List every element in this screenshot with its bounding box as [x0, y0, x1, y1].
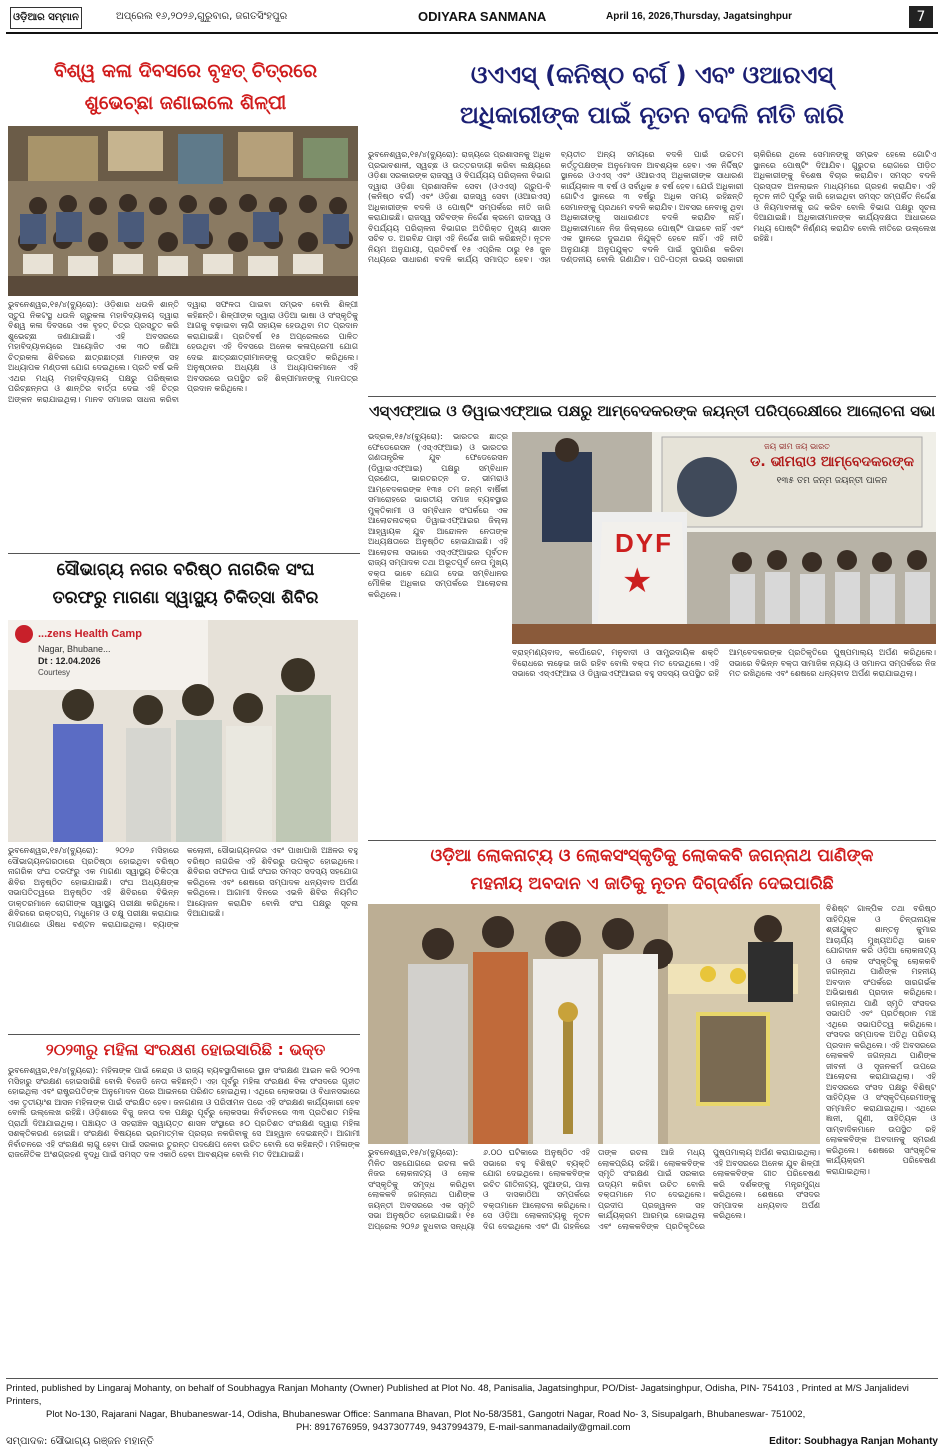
editor-line — [6, 1436, 938, 1450]
folk-body-side: ବିଶିଷ୍ଟ ଗାଳ୍ପିକ ତଥା ବରିଷ୍ଠ ସାହିତ୍ୟିକ ଓ ଚିନ୍ତାନାୟକ ଶ୍ରୀଯୁକ୍ତ ଶାନ୍ତନୁ କୁମାର ଆଚାର୍ଯ୍ୟ ମୁଖ୍ୟଅତିଥି ଭାବେ ଯୋଗଦାନ କରି ଓଡ଼ିଆ ଲୋକନାଟ୍ୟ ଓ ଲୋକ ସଂସ୍କୃତିକୁ ଲୋକକବି ଜଗନ୍ନାଥ ପାଣିଙ୍କ ମହନୀୟ ଅବଦାନ ସଂପର୍କରେ ସାରଗର୍ଭକ ଅଭିଭାଷଣ ପ୍ରଦାନ କରିଥିଲେ। ଜଗନ୍ନାଥ ପାଣି ସ୍ମୃତି ସଂସଦର ସଭାପତି ଏବଂ ପ୍ରତିଷ୍ଠାନ ମଞ୍ଚ ଏଥିରେ ସଭାପତିତ୍ୱ କରିଥିଲେ। ସଂସଦର ସମ୍ପାଦକ ଅତିଥି ପରିଚୟ ପ୍ରଦାନ କରିଥିଲେ। ଏହି ଅବସରରେ ଲୋକକବି ଜଗନ୍ନାଥ ପାଣିଙ୍କ ଜୀବନୀ ଓ ସୃଜନକର୍ମ ଉପରେ ଆଲୋଚନା କରାଯାଇଥିଲା। ଏହି ଅବସରରେ ସଂସଦ ପକ୍ଷରୁ ବିଶିଷ୍ଟ ସାହିତ୍ୟିକ ଓ ସଂସ୍କୃତିପ୍ରେମୀଙ୍କୁ ସମ୍ମାନିତ କରାଯାଇଥିଲା। ଏଥିରେ ଜ୍ଞାନୀ, ଗୁଣୀ, ସାହିତ୍ୟିକ ଓ ସାମ୍ବାଦିକମାନେ ଉପସ୍ଥିତ ରହି ଲୋକକବିଙ୍କ ଅବଦାନକୁ ସ୍ମରଣ କରିଥିଲେ। ଶେଷରେ ସାଂସ୍କୃତିକ କାର୍ଯ୍ୟକ୍ରମ ପରିବେଷଣ କରାଯାଇଥିଲା। — [826, 904, 936, 1176]
health-camp-photo — [8, 620, 358, 842]
art-day-headline-1: ବିଶ୍ୱ କଳା ଦିବସରେ ବୃହତ୍ ଚିତ୍ରରେ — [53, 60, 318, 82]
editor-odia: ସମ୍ପାଦକ: ସୌଭାଗ୍ୟ ରଞ୍ଜନ ମହାନ୍ତି — [6, 1436, 154, 1447]
divider — [368, 396, 936, 397]
masthead-logo: ଓଡ଼ିଆର ସମ୍ମାନ — [10, 7, 82, 29]
oas-headline-1: ଓଏଏସ୍ (କନିଷ୍ଠ ବର୍ଗ ) ଏବଂ ଓଆରଏସ୍ — [470, 61, 834, 89]
divider — [8, 553, 360, 554]
health-camp-headline-1: ସୌଭାଗ୍ୟ ନଗର ବରିଷ୍ଠ ନାଗରିକ ସଂଘ — [56, 560, 315, 580]
health-camp-banner-sub: Nagar, Bhubane... — [38, 644, 111, 654]
oas-headline-2: ଅଧିକାରୀଙ୍କ ପାଇଁ ନୂତନ ବଦଳି ନୀତି ଜାରି — [459, 101, 845, 129]
folk-body-bottom: ଭୁବନେଶ୍ୱର,୧୫/୪(ବ୍ୟୁରୋ): ମିଳିତ ସହଯୋଗରେ ରଚନା କରି ନିଜର ଲୋକନାଟ୍ୟ ଓ ଲୋକ ସଂସ୍କୃତିକୁ ସମୃଦ୍ଧ କରିଥିବା ଲୋକକବି ଜଗନ୍ନାଥ ପାଣିଙ୍କ ଜୟନ୍ତୀ ଅବସରରେ ଏକ ସ୍ମୃତି ସଭା ଅନୁଷ୍ଠିତ ହୋଇଯାଇଛି। ୧୫ ଅପ୍ରେଲ ୨୦୨୬ ବୁଧବାର ସନ୍ଧ୍ୟା ୬.୦୦ ଘଟିକାରେ ଅନୁଷ୍ଠିତ ଏହି ସଭାରେ ବହୁ ବିଶିଷ୍ଟ ବ୍ୟକ୍ତି ଯୋଗ ଦେଇଥିଲେ। ଲୋକକବିଙ୍କ ରଚିତ ଗୀତିନାଟ୍ୟ, ସୁଆଙ୍ଗ, ପାଲା ଓ ଦାସକାଠିଆ ସମ୍ପର୍କରେ ବକ୍ତାମାନେ ଆଲୋଚନା କରିଥିଲେ। ସେ ଓଡ଼ିଆ ଲୋକନାଟ୍ୟକୁ ନୂତନ ଦିଗ ଦେଇଥିଲେ ଏବଂ ଗାଁ ଗହଳିରେ ତାଙ୍କ ରଚନା ଆଜି ମଧ୍ୟ ଲୋକପ୍ରିୟ ରହିଛି। ଲୋକକବିଙ୍କ ସ୍ମୃତି ସଂରକ୍ଷଣ ପାଇଁ ସରକାର ଉଦ୍ୟମ କରିବା ଉଚିତ ବୋଲି ବକ୍ତାମାନେ ମତ ଦେଇଥିଲେ। ପ୍ରଦୀପ ପ୍ରଜ୍ୱଳନ ସହ କାର୍ଯ୍ୟକ୍ରମ ଆରମ୍ଭ ହୋଇଥିଲା ଏବଂ ଲୋକକବିଙ୍କ ପ୍ରତିକୃତିରେ ପୁଷ୍ପମାଲ୍ୟ ଅର୍ପଣ କରାଯାଇଥିଲା। ଏହି ଅବସରରେ ଅନେକ ଯୁବ ଶିଳ୍ପୀ ଲୋକକବିଙ୍କ ଗୀତ ପରିବେଷଣ କରି ଦର୍ଶକଙ୍କୁ ମନ୍ତ୍ରମୁଗ୍ଧ କରିଥିଲେ। ଶେଷରେ ସଂସଦର ସମ୍ପାଦକ ଧନ୍ୟବାଦ ଅର୍ପଣ କରିଥିଲେ। — [368, 1148, 820, 1231]
sfi-banner-line-1: ଜୟ ଭୀମ ଜୟ ଭାରତ — [764, 442, 830, 451]
divider — [8, 1034, 360, 1035]
sfi-headline: ଏସ୍ଏଫ୍ଆଇ ଓ ଡିୱାଇଏଫ୍ଆଇ ପକ୍ଷରୁ ଆମ୍ବେଦକରଙ୍କ ଜୟନ୍ତୀ ପରିପ୍ରେକ୍ଷୀରେ ଆଲୋଚନା ସଭା — [368, 402, 936, 420]
women-reservation-headline: ୨୦୨୩ରୁ ମହିଳା ସଂରକ୍ଷଣ ହୋଇସାରିଛି : ଭକ୍ତ — [45, 1040, 326, 1059]
dyfi-star-icon: ★ — [622, 561, 653, 601]
footer-divider — [6, 1378, 938, 1379]
header-date-english: April 16, 2026,Thursday, Jagatsinghpur — [606, 11, 792, 22]
page-number: 7 — [909, 6, 933, 28]
art-day-photo — [8, 126, 358, 296]
health-camp-banner-date: Dt : 12.04.2026 — [38, 656, 101, 666]
women-reservation-body: ଭୁବନେଶ୍ୱର,୧୫/୪(ବ୍ୟୁରୋ): ମହିଳାଙ୍କ ପାଇଁ କେନ୍ଦ୍ର ଓ ରାଜ୍ୟ ବ୍ୟବସ୍ଥାପିକାରେ ସ୍ଥାନ ସଂରକ୍ଷଣ ଆଇନ କରି ୨୦୨୩ ମସିହାରୁ ସଂରକ୍ଷଣ ହୋଇସାରିଛି ବୋଲି ବିଜେଡି ନେତା କହିଛନ୍ତି। ଏହା ପୂର୍ବରୁ ମହିଳା ସଂରକ୍ଷଣ ବିଲ ସଂସଦରେ ଗୃହୀତ ହୋଇଥିଲା ଏବଂ ରାଷ୍ଟ୍ରପତିଙ୍କ ଅନୁମୋଦନ ପରେ ଆଇନରେ ପରିଣତ ହୋଇଥିଲା। ଏଥିରେ ଲୋକସଭା ଓ ବିଧାନସଭାରେ ଏକ ତୃତୀୟାଂଶ ଆସନ ମହିଳାଙ୍କ ପାଇଁ ସଂରକ୍ଷିତ ହେବ। ଜନଗଣନା ଓ ପରିସୀମନ ପରେ ଏହି ସଂରକ୍ଷଣ କାର୍ଯ୍ୟକାରୀ ହେବ ବୋଲି ଉଲ୍ଲେଖ ରହିଛି। ଓଡ଼ିଶାରେ ବିଜୁ ଜନତା ଦଳ ପକ୍ଷରୁ ପୂର୍ବରୁ ଲୋକସଭା ନିର୍ବାଚନରେ ୩୩ ପ୍ରତିଶତ ମହିଳା ପ୍ରାର୍ଥୀ ଦିଆଯାଇଥିଲା। ପଞ୍ଚାୟତ ଓ ସହରାଞ୍ଚଳ ସ୍ୱାୟତ୍ତ ଶାସନ ସଂସ୍ଥାରେ ୫୦ ପ୍ରତିଶତ ସଂରକ୍ଷଣ ଦ୍ୱାରା ମହିଳା ସଶକ୍ତିକରଣ ହୋଇଛି। ସଂରକ୍ଷଣ ବିଷୟରେ ଭ୍ରମାତ୍ମକ ପ୍ରଚାର ନକରିବାକୁ ସେ ଆହ୍ୱାନ ଦେଇଛନ୍ତି। ଆଗାମୀ ନିର୍ବାଚନରେ ଏହି ସଂରକ୍ଷଣ ଲାଗୁ ହେବା ପାଇଁ ସରକାର ତୁରନ୍ତ ପଦକ୍ଷେପ ନେବା ଉଚିତ ବୋଲି ସେ କହିଛନ୍ତି। ମହିଳାଙ୍କ ରାଜନୈତିକ ଅଂଶଗ୍ରହଣ ବୃଦ୍ଧି ପାଇଁ ସମସ୍ତ ଦଳ ଏକାଠି ହେବା ଆବଶ୍ୟକ ବୋଲି ମତ ଦିଆଯାଇଛି। — [8, 1066, 360, 1159]
health-camp-body: ଭୁବନେଶ୍ୱର,୧୫/୪(ବ୍ୟୁରୋ): ୨୦୨୬ ମସିହାରେ ସୌଭାଗ୍ୟନଗରଠାରେ ପ୍ରତିଷ୍ଠା ହୋଇଥିବା ବରିଷ୍ଠ ନାଗରିକ ସଂଘ ତରଫରୁ ଏକ ମାଗଣା ସ୍ୱାସ୍ଥ୍ୟ ଚିକିତ୍ସା ଶିବିର ଅନୁଷ୍ଠିତ ହୋଇଯାଇଛି। ସଂଘ ଅଧ୍ୟକ୍ଷଙ୍କ ସଭାପତିତ୍ୱରେ ଅନୁଷ୍ଠିତ ଏହି ଶିବିରରେ ବିଭିନ୍ନ ଡାକ୍ତରମାନେ ରୋଗୀଙ୍କ ସ୍ୱାସ୍ଥ୍ୟ ପରୀକ୍ଷା କରିଥିଲେ। ଶିବିରରେ ରକ୍ତଚାପ, ମଧୁମେହ ଓ ଚକ୍ଷୁ ପରୀକ୍ଷା କରାଯାଇ ମାଗଣାରେ ଔଷଧ ବଣ୍ଟନ କରାଯାଇଥିଲା। ବ୍ୟାଙ୍କ କଲୋନୀ, ସୌଭାଗ୍ୟନଗର ଏବଂ ପାଖାପାଖି ଅଞ୍ଚଳର ବହୁ ବରିଷ୍ଠ ନାଗରିକ ଏହି ଶିବିରରୁ ଉପକୃତ ହୋଇଥିଲେ। ଶିବିରର ସଫଳତା ପାଇଁ ସଂଘର ସମସ୍ତ ସଦସ୍ୟ ସହଯୋଗ କରିଥିଲେ ଏବଂ ଶେଷରେ ସମ୍ପାଦକ ଧନ୍ୟବାଦ ଅର୍ପଣ କରିଥିଲେ। ଆଗାମୀ ଦିନରେ ଏଭଳି ଶିବିର ନିୟମିତ ଆୟୋଜନ କରାଯିବ ବୋଲି ସଂଘ ପକ୍ଷରୁ ସୂଚନା ଦିଆଯାଇଛି। — [8, 846, 358, 929]
editor-english: Editor: Soubhagya Ranjan Mohanty — [769, 1436, 938, 1447]
newspaper-title: ODIYARA SANMANA — [418, 9, 547, 24]
page-header — [6, 4, 938, 34]
divider — [368, 840, 936, 841]
folk-photo — [368, 904, 820, 1144]
footer-line-2: Plot No-130, Rajarani Nagar, Bhubaneswar-14, Odisha, Bhubaneswar Office: Sanmana Bhavan, Plot No-58/3581, Gangotri Nagar, Road No- 3, Sisupalgarh, Bhubaneswar- 751002, — [46, 1409, 806, 1420]
footer-imprint — [6, 1382, 938, 1434]
footer-line-1: Printed, published by Lingaraj Mohanty, on behalf of Soubhagya Ranjan Mohanty (Owner) Published at Plot No. 48, Panisalia, Jagatsinghpur, PO/Dist- Jagatsinghpur, Odisha, PIN- 754103 , Printed at M/S Janjalidevi Printers, — [6, 1383, 909, 1407]
health-camp-banner-text: ...zens Health Camp — [38, 628, 142, 640]
footer-line-3: PH: 8917676959, 9437307749, 9437994379, E-mail-sanmanadaily@gmail.com — [296, 1422, 631, 1433]
dyfi-podium-text: DYF — [615, 528, 673, 558]
sfi-body-left: ଭଦ୍ରକ,୧୫/୪(ବ୍ୟୁରୋ): ଭାରତର ଛାତ୍ର ଫେଡେରେସନ (ଏସ୍ଏଫ୍ଆଇ) ଓ ଭାରତର ଗଣତାନ୍ତ୍ରିକ ଯୁବ ଫେଡେରେସନ (ଡିୱାଇଏଫ୍ଆଇ) ପକ୍ଷରୁ ସମ୍ବିଧାନ ପ୍ରଣେତା, ଭାରତରତ୍ନ ଡ. ଭୀମରାଓ ଆମ୍ବେଦକରଙ୍କ ୧୩୫ ତମ ଜନ୍ମ ବାର୍ଷିକୀ ସମାରୋହରେ ଭାରତୀୟ ସମାଜ ବ୍ୟବସ୍ଥାର ମୁକ୍ତିକାମୀ ଓ ସମ୍ବିଧାନ ସଂପର୍କରେ ଏକ ଆଲୋଚନାଚକ୍ର ଡିୱାଇଏଫ୍ଆଇର ଜିଲ୍ଲା ଆହ୍ୱାୟକ ଯୁବ ଆନ୍ଦୋଳନ ନେତାଙ୍କ ଅଧ୍ୟକ୍ଷତାରେ ଅନୁଷ୍ଠିତ ହୋଇଯାଇଛି। ଏହି ଆଲୋଚନା ସଭାରେ ଏସ୍ଏଫ୍ଆଇର ପୂର୍ବତନ ରାଜ୍ୟ ସମ୍ପାଦକ ତଥା ଅଭୂତପୂର୍ବ ନେତା ମୁଖ୍ୟ ବକ୍ତା ଭାବେ ଯୋଗ ଦେଇ ସମ୍ବିଧାନର ମୌଳିକ ଅଧିକାର ସମ୍ପର୍କରେ ଆଲୋଚନା କରିଥିଲେ। — [368, 432, 508, 599]
oas-body: ଭୁବନେଶ୍ୱର,୧୫/୪(ବ୍ୟୁରୋ): ରାଜ୍ୟରେ ପ୍ରଶାସନକୁ ଅଧିକ ପ୍ରଭାବଶାଳୀ, ସ୍ୱଚ୍ଛ ଓ ଉତ୍ତରଦାୟୀ କରିବା ଲକ୍ଷ୍ୟରେ ଓଡ଼ିଶା ସରକାରଙ୍କ ରାଜସ୍ୱ ଓ ବିପର୍ଯ୍ୟୟ ପରିଚାଳନା ବିଭାଗ ଦ୍ୱାରା ଓଡ଼ିଶା ପ୍ରଶାସନିକ ସେବା (ଓଏଏସ୍) ଗ୍ରୁପ-ବି (କନିଷ୍ଠ ବର୍ଗ) ଏବଂ ଓଡ଼ିଶା ରାଜସ୍ୱ ସେବା (ଓଆରଏସ୍) ଅଧିକାରୀଙ୍କ ବଦଳି ଓ ପୋଷ୍ଟିଂ ସମ୍ପର୍କରେ ନୀତି ଜାରି କରାଯାଇଛି। ରାଜସ୍ୱ ସଚିବଙ୍କ ନିର୍ଦ୍ଦେଶ କ୍ରମେ ରାଜସ୍ୱ ଓ ବିପର୍ଯ୍ୟୟ ପରିଚାଳନା ବିଭାଗର ଅତିରିକ୍ତ ମୁଖ୍ୟ ଶାସନ ସଚିବ ଡ. ଅରବିନ୍ଦ ପାଢ଼ୀ ଏହି ନିର୍ଦ୍ଦେଶ ଜାରି କରିଛନ୍ତି। ନୂତନ ନିୟମ ଅନୁଯାୟୀ, ପ୍ରତିବର୍ଷ ୧୫ ଏପ୍ରିଲ ଠାରୁ ୧୫ ଜୁନ ମଧ୍ୟରେ ସାଧାରଣ ବଦଳି କାର୍ଯ୍ୟ ସମାପ୍ତ ହେବ। ଏହା ବ୍ୟତୀତ ଅନ୍ୟ ସମୟରେ ବଦଳି ପାଇଁ ଉଚ୍ଚତମ କର୍ତ୍ତୃପକ୍ଷଙ୍କ ଅନୁମୋଦନ ଆବଶ୍ୟକ ହେବ। ଏକ ନିର୍ଦ୍ଦିଷ୍ଟ ସ୍ଥାନରେ ଓଏଏସ୍ ଏବଂ ଓଆରଏସ୍ ଅଧିକାରୀଙ୍କ ସାଧାରଣ କାର୍ଯ୍ୟକାଳ ୩ ବର୍ଷ ଓ ସର୍ବାଧିକ ୫ ବର୍ଷ ହେବ। ଯେଉଁ ଅଧିକାରୀ ଗୋଟିଏ ସ୍ଥାନରେ ୩ ବର୍ଷରୁ ଅଧିକ ସମୟ ରହିଛନ୍ତି ସେମାନଙ୍କୁ ପ୍ରଥମେ ବଦଳି କରାଯିବ। ଅବସର ନେବାକୁ ଥିବା ଅଧିକାରୀଙ୍କୁ ସାଧାରଣତଃ ବଦଳି କରାଯିବ ନାହିଁ। ଅଧିକାରୀମାନେ ନିଜ ଜିଲ୍ଲାରେ ପୋଷ୍ଟିଂ ପାଇବେ ନାହିଁ ଏବଂ ଏକ ସ୍ଥାନରେ ଦୁଇଥର ନିଯୁକ୍ତି ହେବେ ନାହିଁ। ଏହି ନୀତି ଅନୁଯାୟୀ ଅନୁପଯୁକ୍ତ ବଦଳି ପାଇଁ ସୁପାରିଶ କରିବା ଦଣ୍ଡନୀୟ ବୋଲି ଗଣାଯିବ। ପତି-ପତ୍ନୀ ଉଭୟ ସରକାରୀ ଚାକିରିରେ ଥିଲେ ସେମାନଙ୍କୁ ସମ୍ଭବ ହେଲେ ଗୋଟିଏ ସ୍ଥାନରେ ପୋଷ୍ଟିଂ ଦିଆଯିବ। ଗୁରୁତର ରୋଗରେ ପୀଡ଼ିତ ଅଧିକାରୀଙ୍କୁ ବିଶେଷ ବିଚାର କରାଯିବ। ସମସ୍ତ ବଦଳି ପ୍ରସ୍ତାବ ଅନଲାଇନ ମାଧ୍ୟମରେ ଗ୍ରହଣ କରାଯିବ। ଏହି ନୂତନ ନୀତି ପୂର୍ବରୁ ଜାରି ହୋଇଥିବା ସମସ୍ତ ସମ୍ପର୍କିତ ନିର୍ଦ୍ଦେଶ ଓ ନିୟମାବଳୀକୁ ରଦ୍ଦ କରିବ ବୋଲି ବିଭାଗ ପକ୍ଷରୁ ସୂଚନା ଦିଆଯାଇଛି। ଅଧିକାରୀମାନଙ୍କ କାର୍ଯ୍ୟଦକ୍ଷତା ଆଧାରରେ ମଧ୍ୟ ପୋଷ୍ଟିଂ ନିର୍ଣ୍ଣୟ କରାଯିବ ବୋଲି ନୀତିରେ ଉଲ୍ଲେଖ ରହିଛି। — [368, 150, 936, 264]
sfi-photo — [512, 432, 936, 644]
header-date-odia: ଅପ୍ରେଲ ୧୬,୨୦୨୬,ଗୁରୁବାର, ଜଗତସିଂହପୁର — [116, 11, 288, 22]
sfi-banner-name: ଡ. ଭୀମରାଓ ଆମ୍ବେଦକରଙ୍କ — [750, 454, 914, 470]
health-camp-headline-2: ତରଫରୁ ମାଗଣା ସ୍ୱାସ୍ଥ୍ୟ ଚିକିତ୍ସା ଶିବିର — [52, 588, 319, 608]
health-camp-banner-courtesy: Courtesy — [38, 668, 71, 677]
folk-headline-1: ଓଡ଼ିଆ ଲୋକନାଟ୍ୟ ଓ ଲୋକସଂସ୍କୃତିକୁ ଲୋକକବି ଜଗନ୍ନାଥ ପାଣିଙ୍କ — [430, 846, 874, 866]
folk-headline-2: ମହନୀୟ ଅବଦାନ ଏ ଜାତିକୁ ନୂତନ ଦିଗ୍‌ଦର୍ଶନ ଦେଇପାରିଛି — [470, 874, 834, 894]
art-day-photo-image — [8, 126, 358, 296]
sfi-banner-line-2: ୧୩୫ ତମ ଜନ୍ମ ଜୟନ୍ତୀ ପାଳନ — [776, 476, 888, 486]
folk-photo-image — [368, 904, 820, 1144]
art-day-body: ଭୁବନେଶ୍ୱର,୧୫/୪(ବ୍ୟୁରୋ): ଓଡ଼ିଶାର ଧଉଳି ଶାନ୍ତି ସ୍ତୁପ ନିକଟସ୍ଥ ଧଉଳି ଚାରୁକଳା ମହାବିଦ୍ୟାଳୟ ଦ୍ୱାରା ବିଶ୍ୱ କଳା ଦିବସରେ ଏକ ବୃହତ୍ ଚିତ୍ର ପ୍ରସ୍ତୁତ କରି ଶୁଭେଚ୍ଛା ଜଣାଯାଇଛି। ଏହି ଅବସରରେ ମହାବିଦ୍ୟାଳୟରେ ଆୟୋଜିତ ଏକ ୩୦ ଜଣିଆ ଚିତ୍ରକଳା ଶିବିରରେ ଛାତ୍ରଛାତ୍ରୀ ମାନଙ୍କ ସହ ଅଧ୍ୟାପକ ମଣ୍ଡଳୀ ଯୋଗ ଦେଇଥିଲେ। ପ୍ରତି ବର୍ଷ ଭଳି ଏଥର ମଧ୍ୟ ମହାବିଦ୍ୟାଳୟ ପକ୍ଷରୁ ପରିଷ୍କାର ପରିଚ୍ଛନ୍ନତା ଓ ଶାନ୍ତିର ବାର୍ତ୍ତା ଦେଇ ଏହି ଚିତ୍ର ଅଙ୍କନ କରାଯାଇଥିଲା। ମାନବ ସମାଜର ସାଧନା କରିବା ଦ୍ୱାରା ସଫଳତା ପାଇବା ସମ୍ଭବ ବୋଲି ଶିଳ୍ପୀ କହିଛନ୍ତି। ଶିଳ୍ପୀଙ୍କ ଦ୍ୱାରା ଓଡ଼ିଆ ଭାଷା ଓ ସଂସ୍କୃତିକୁ ଆଗକୁ ବଢ଼ାଇବା ଲାଗି ସହାୟକ ହେଉଥିବା ମତ ପ୍ରଦାନ କରାଯାଇଛି। ପ୍ରତିବର୍ଷ ୧୫ ଅପ୍ରେଲରେ ପାଳିତ ହେଉଥିବା ଏହି ଦିବସରେ ଅନେକ କଳାପ୍ରେମୀ ଯୋଗ ଦେଇ ଛାତ୍ରଛାତ୍ରୀମାନଙ୍କୁ ଉତ୍ସାହିତ କରିଥିଲେ। ଅନୁଷ୍ଠାନର ଅଧ୍ୟକ୍ଷ ଓ ଅଧ୍ୟାପକମାନେ ଏହି ଅବସରରେ ଉପସ୍ଥିତ ରହି ଶିଳ୍ପୀମାନଙ୍କୁ ମାନପତ୍ର ପ୍ରଦାନ କରିଥିଲେ। — [8, 300, 358, 404]
sfi-body-right: ବ୍ରାହ୍ମଣ୍ୟବାଦ, କର୍ପୋରେଟ, ମନୁବାଦୀ ଓ ସାମ୍ପ୍ରଦାୟିକ ଶକ୍ତି ବିରୋଧରେ ଲଢ଼େଇ ଜାରି ରହିବ ବୋଲି ବକ୍ତା ମତ ଦେଇଥିଲେ। ଏହି ସଭାରେ ଏସ୍ଏଫ୍ଆଇ ଓ ଡିୱାଇଏଫ୍ଆଇର ବହୁ ସଦସ୍ୟ ଉପସ୍ଥିତ ରହି ଆମ୍ବେଦକରଙ୍କ ପ୍ରତିକୃତିରେ ପୁଷ୍ପମାଲ୍ୟ ଅର୍ପଣ କରିଥିଲେ। ସଭାରେ ବିଭିନ୍ନ ବକ୍ତା ସାମାଜିକ ନ୍ୟାୟ ଓ ସମାନତା ସମ୍ପର୍କରେ ନିଜ ମତ ରଖିଥିଲେ ଏବଂ ଶେଷରେ ଧନ୍ୟବାଦ ଅର୍ପଣ କରାଯାଇଥିଲା। — [512, 648, 936, 678]
art-day-headline-2: ଶୁଭେଚ୍ଛା ଜଣାଇଲେ ଶିଳ୍ପୀ — [84, 92, 287, 114]
